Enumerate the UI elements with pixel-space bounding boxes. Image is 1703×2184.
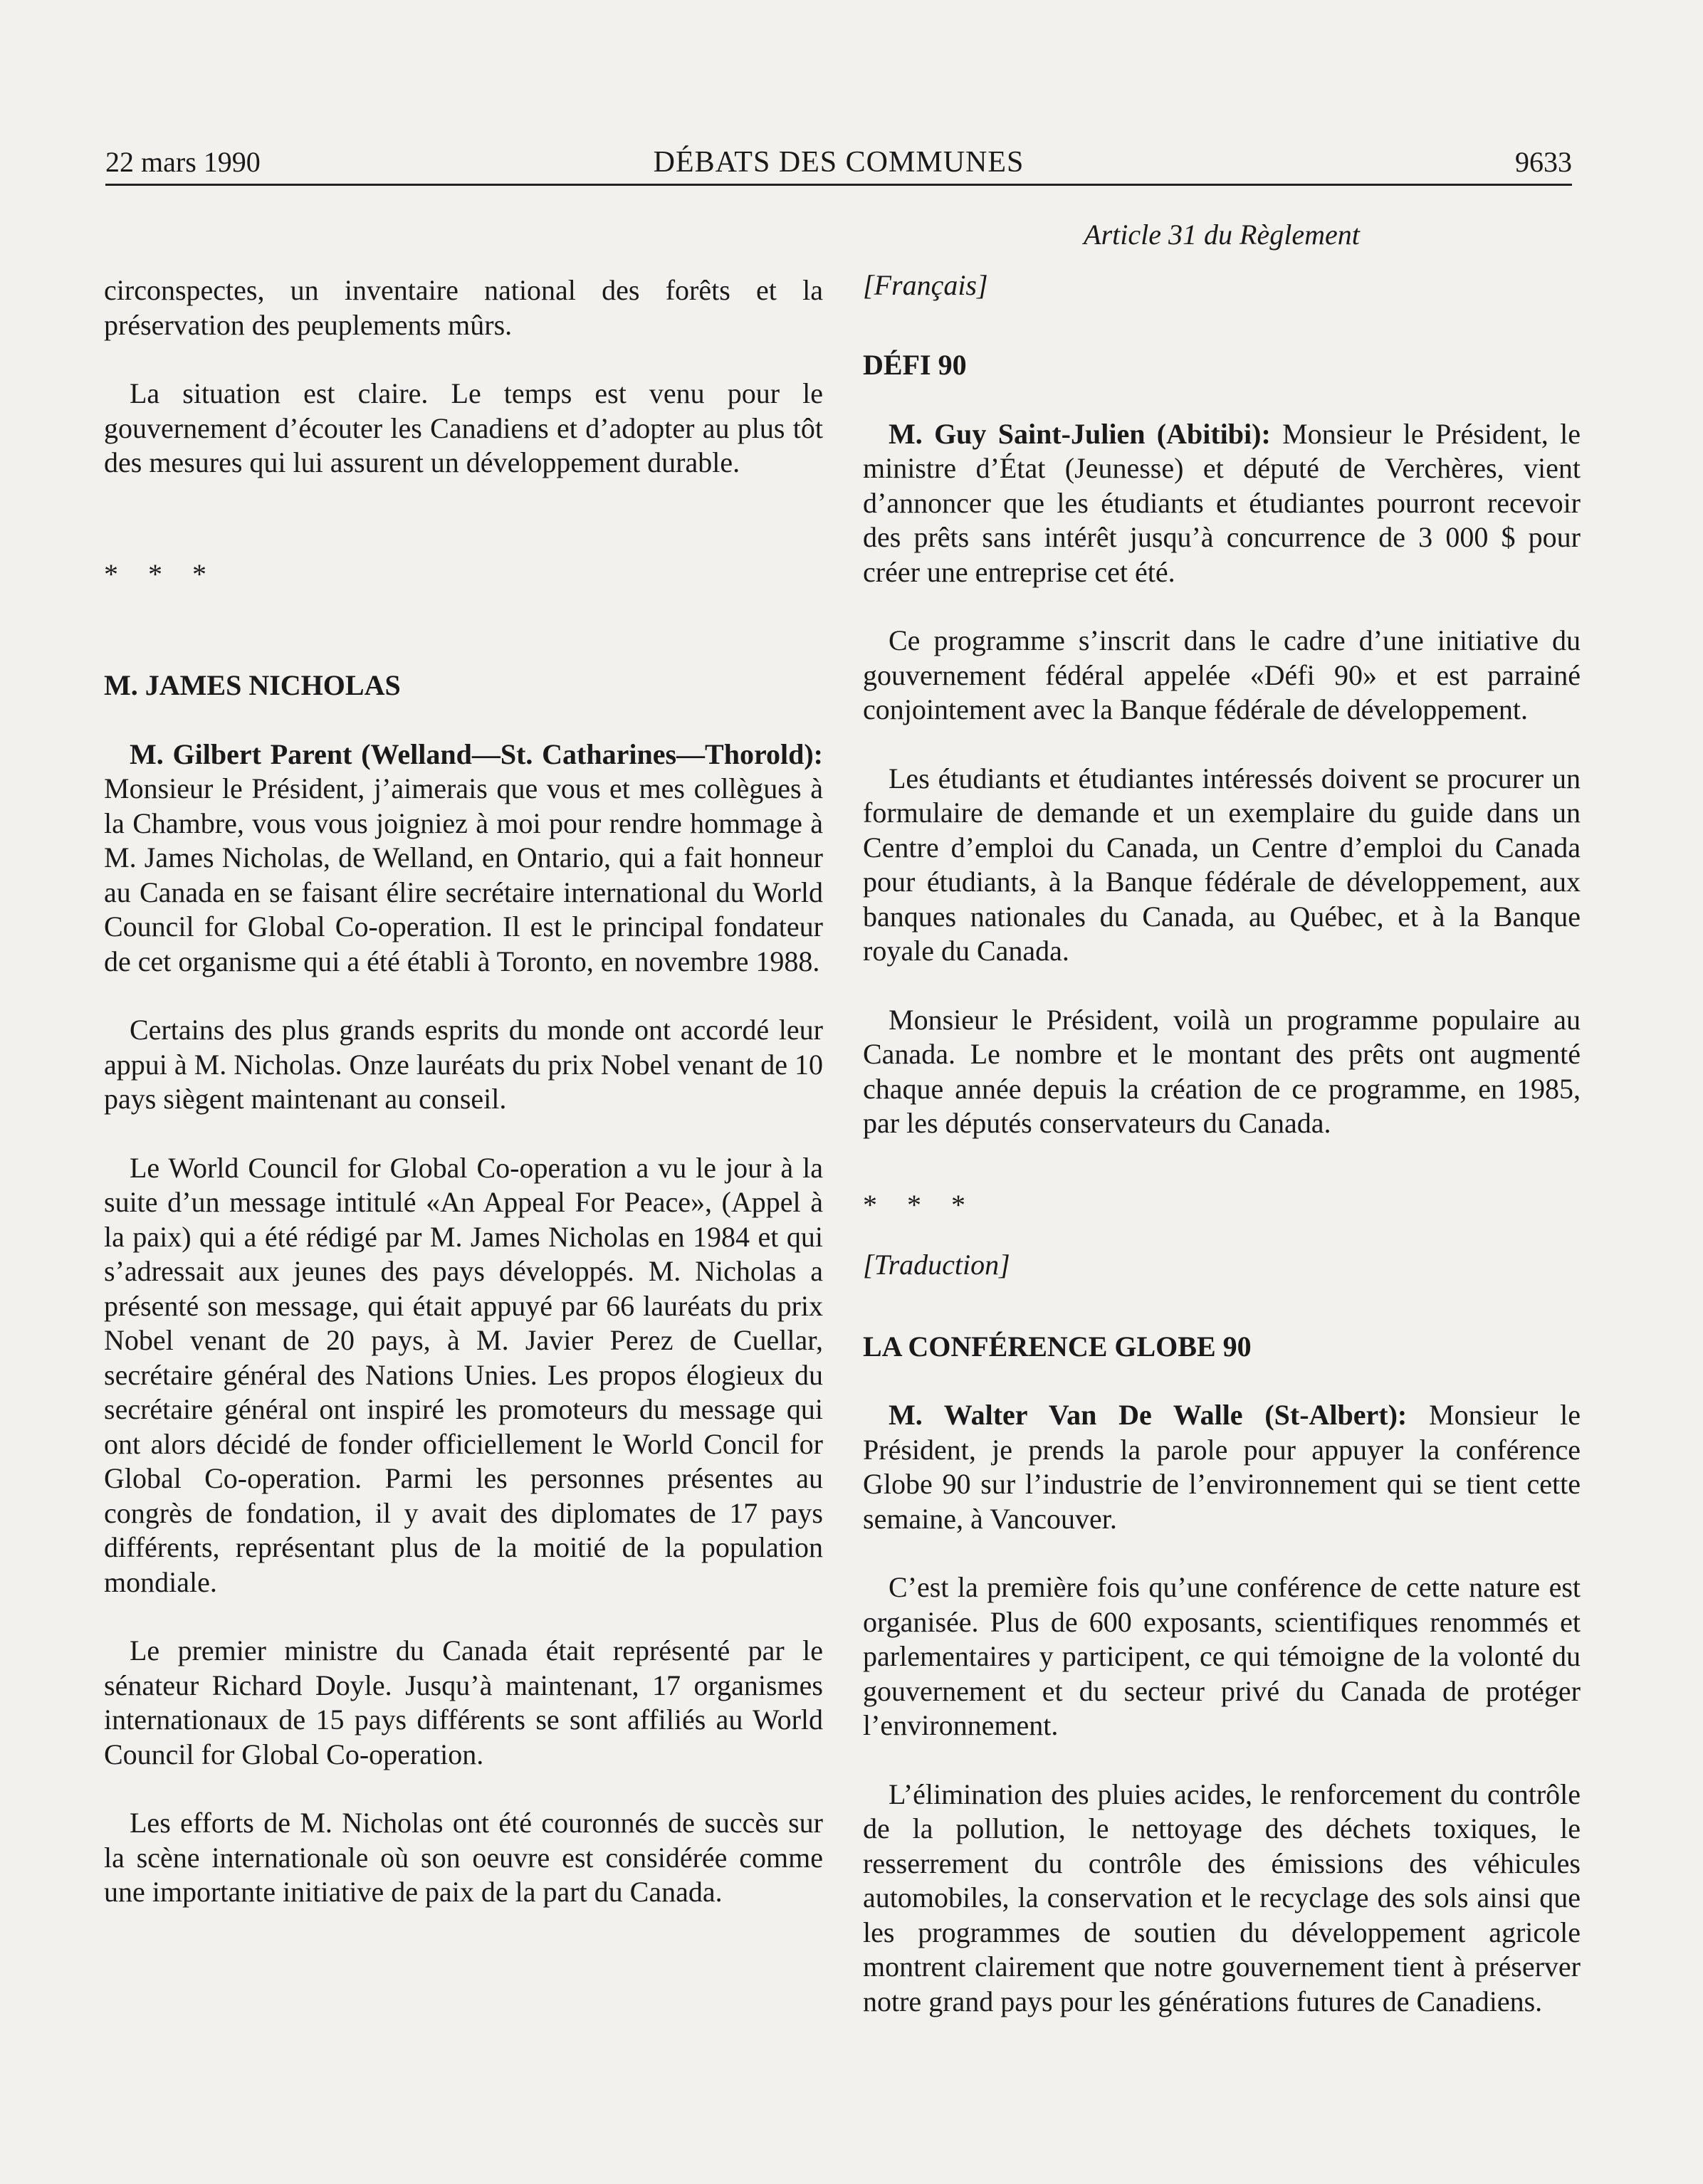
speaker-name: M. Gilbert Parent (Welland—St. Catharines—Thorold): — [130, 737, 823, 770]
section-separator: * * * — [104, 557, 218, 590]
speaker-name: M. Guy Saint-Julien (Abitibi): — [889, 417, 1271, 450]
right-column — [863, 214, 1581, 2019]
speech-paragraph — [863, 1398, 1581, 1536]
left-column — [104, 214, 823, 1910]
page-header — [105, 140, 1572, 182]
paragraph: C’est la première fois qu’une conférence de cette nature est organisée. Plus de 600 exposants, scientifiques renommés et parlementaires y participent, ce qui témoigne de la volonté du gouvernement et du secteur privé du Canada de protéger l’environnement. — [863, 1571, 1581, 1741]
paragraph: La situation est claire. Le temps est venu pour le gouvernement d’écouter les Canadiens et d’adopter au plus tôt des mesures qui lui assurent un développement durable. — [104, 377, 823, 478]
section-heading: DÉFI 90 — [863, 349, 967, 381]
language-marker: [Traduction] — [863, 1249, 1010, 1281]
section-heading: M. JAMES NICHOLAS — [104, 669, 401, 701]
header-rule — [105, 184, 1572, 186]
speech-paragraph — [104, 737, 823, 980]
paragraph: Les étudiants et étudiantes intéressés doivent se procurer un formulaire de demande et un exemplaire du guide dans un Centre d’emploi du Canada, un Centre d’emploi du Canada pour étudiants, à la Banque fédérale de développement, aux banques nationales du Canada, au Québec, et à la Banque royale du Canada. — [863, 762, 1581, 967]
paragraph: Le premier ministre du Canada était représenté par le sénateur Richard Doyle. Jusqu’à maintenant, 17 organismes internationaux de 15 pays différents se sont affiliés au World Council for Global Co-operation. — [104, 1634, 823, 1770]
header-date: 22 mars 1990 — [105, 146, 261, 178]
paragraph: circonspectes, un inventaire national des forêts et la préservation des peuplements mûrs. — [104, 274, 823, 341]
paragraph: L’élimination des pluies acides, le renforcement du contrôle de la pollution, le nettoyage des déchets toxiques, le resserrement du contrôle des émissions des véhicules automobiles, la conservation et le recyclage des sols ainsi que les programmes de soutien du développement agricole montrent clairement que notre gouvernement tient à préserver notre grand pays pour les générations futures de Canadiens. — [863, 1778, 1581, 2017]
speech-text: Monsieur le Président, j’aimerais que vous et mes collègues à la Chambre, vous vous joigniez à moi pour rendre hommage à M. James Nicholas, de Welland, en Ontario, qui a fait honneur au Canada en se faisant élire secrétaire international du World Council for Global Co-operation. Il est le principal fondateur de cet organisme qui a été établi à Toronto, en novembre 1988. — [104, 772, 823, 977]
header-page-number: 9633 — [1515, 146, 1572, 178]
speech-paragraph — [863, 417, 1581, 590]
paragraph: Monsieur le Président, voilà un programme populaire au Canada. Le nombre et le montant des prêts ont augmenté chaque année depuis la création de ce programme, en 1985, par les députés conservateurs du Canada. — [863, 1003, 1581, 1139]
speech-text: Monsieur le Président, je prends la parole pour appuyer la conférence Globe 90 sur l’industrie de l’environnement qui se tient cette semaine, à Vancouver. — [863, 1399, 1581, 1535]
language-marker: [Français] — [863, 268, 988, 301]
header-title: DÉBATS DES COMMUNES — [653, 146, 1025, 179]
speech-text: Monsieur le Président, le ministre d’État (Jeunesse) et député de Verchères, vient d’annoncer que les étudiants et étudiantes pourront recevoir des prêts sans intérêt jusqu’à concurrence de 3 000 $ pour créer une entreprise cet été. — [863, 417, 1581, 588]
section-label: Article 31 du Règlement — [1084, 219, 1360, 251]
speaker-name: M. Walter Van De Walle (St-Albert): — [889, 1399, 1408, 1431]
paragraph: Ce programme s’inscrit dans le cadre d’une initiative du gouvernement fédéral appelée «Défi 90» et est parrainé conjointement avec la Banque fédérale de développement. — [863, 624, 1581, 725]
section-separator: * * * — [863, 1188, 977, 1221]
paragraph: Le World Council for Global Co-operation a vu le jour à la suite d’un message intitulé «An Appeal For Peace», (Appel à la paix) qui a été rédigé par M. James Nicholas en 1984 et qui s’adressait aux jeunes des pays développés. M. Nicholas a présenté son message, qui était appuyé par 66 lauréats du prix Nobel venant de 20 pays, à M. Javier Perez de Cuellar, secrétaire général des Nations Unies. Les propos élogieux du secrétaire général ont inspiré les promoteurs du message qui ont alors décidé de fonder officiellement le World Concil for Global Co-operation. Parmi les personnes présentes au congrès de fondation, il y avait des diplomates de 17 pays différents, représentant plus de la moitié de la population mondiale. — [104, 1151, 823, 1598]
section-heading: LA CONFÉRENCE GLOBE 90 — [863, 1330, 1252, 1363]
paragraph: Certains des plus grands esprits du monde ont accordé leur appui à M. Nicholas. Onze lauréats du prix Nobel venant de 10 pays siègent maintenant au conseil. — [104, 1014, 823, 1115]
paragraph: Les efforts de M. Nicholas ont été couronnés de succès sur la scène internationale où son oeuvre est considérée comme une importante initiative de paix de la part du Canada. — [104, 1807, 823, 1908]
